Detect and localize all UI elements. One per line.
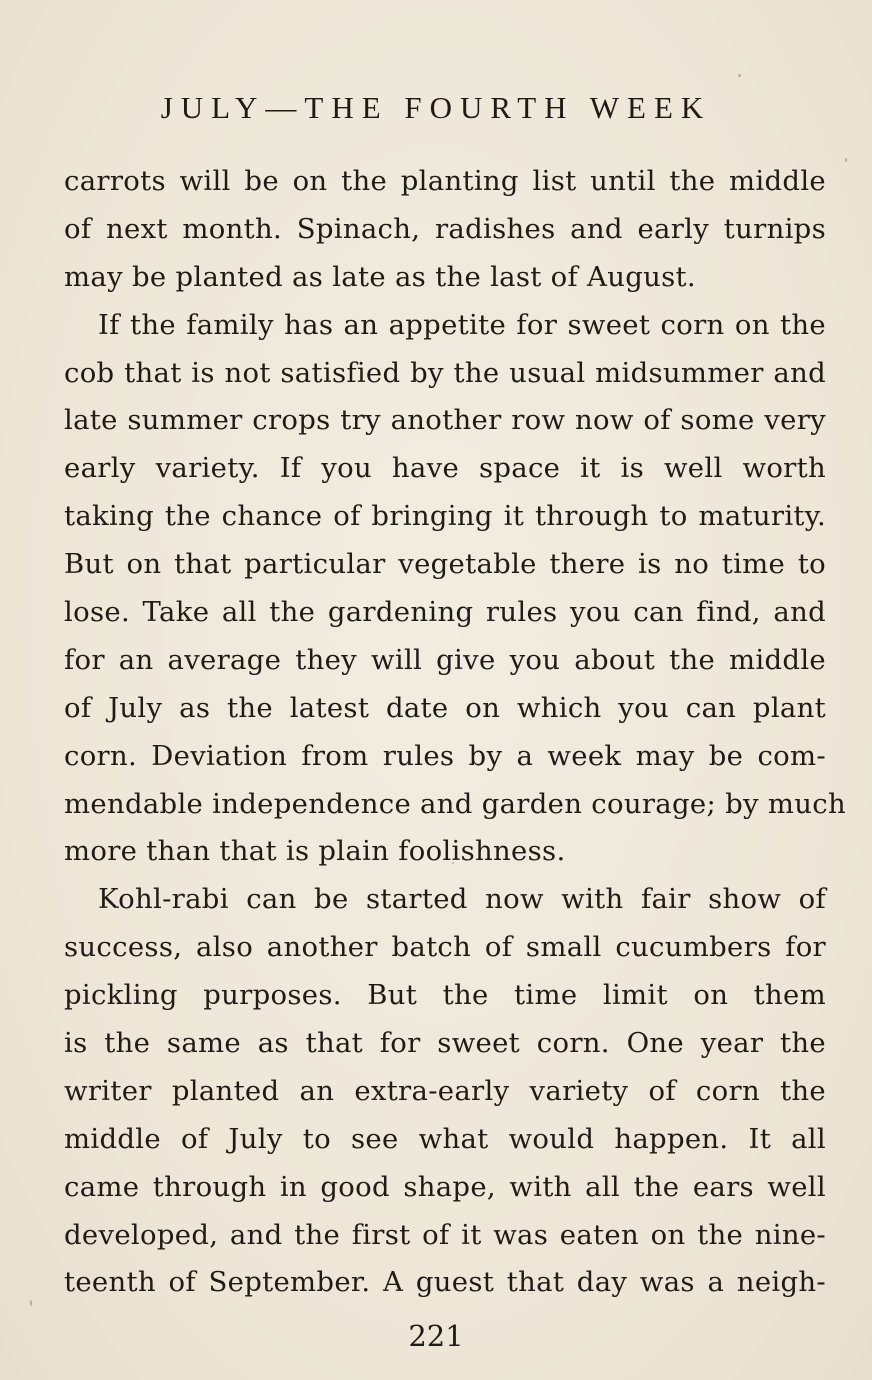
text-line: corn. Deviation from rules by a week may be com-: [64, 739, 826, 772]
text-line: But on that particular vegetable there is no time to: [64, 548, 826, 581]
text-line: cob that is not satisfied by the usual midsummer and: [64, 356, 826, 389]
text-line: success, also another batch of small cucumbers for: [64, 931, 826, 964]
text-line: taking the chance of bringing it through to maturity.: [64, 500, 826, 533]
text-line: came through in good shape, with all the ears well: [64, 1170, 826, 1203]
text-line: teenth of September. A guest that day was a neigh-: [64, 1266, 826, 1299]
text-line: may be planted as late as the last of August.: [64, 260, 696, 293]
paper-speck: [452, 862, 454, 864]
text-line: late summer crops try another row now of some very: [64, 404, 826, 437]
text-line: If the family has an appetite for sweet corn on the: [98, 308, 826, 341]
text-line: writer planted an extra-early variety of corn the: [64, 1074, 826, 1107]
paper-speck: [845, 158, 847, 162]
text-line: of July as the latest date on which you can plant: [64, 691, 826, 724]
text-line: pickling purposes. But the time limit on them: [64, 979, 826, 1012]
running-head: JULY—THE FOURTH WEEK: [160, 90, 712, 125]
text-line: is the same as that for sweet corn. One year the: [64, 1027, 826, 1060]
paper-speck: [30, 1300, 32, 1306]
text-line: mendable independence and garden courage; by much: [64, 787, 846, 820]
text-line: of next month. Spinach, radishes and early turnips: [64, 212, 826, 245]
paper-speck: [738, 74, 741, 77]
text-line: developed, and the first of it was eaten on the nine-: [64, 1218, 826, 1251]
text-line: carrots will be on the planting list until the middle: [64, 165, 826, 197]
text-line: for an average they will give you about the middle: [64, 643, 826, 676]
body-text: [64, 158, 846, 1307]
text-line: lose. Take all the gardening rules you can find, and: [64, 596, 826, 629]
page-number: 221: [408, 1319, 464, 1353]
text-line: early variety. If you have space it is well worth: [64, 452, 826, 485]
text-line: more than that is plain foolishness.: [64, 835, 566, 868]
text-line: middle of July to see what would happen. It all: [64, 1122, 826, 1155]
text-line: Kohl-rabi can be started now with fair show of: [98, 883, 826, 916]
